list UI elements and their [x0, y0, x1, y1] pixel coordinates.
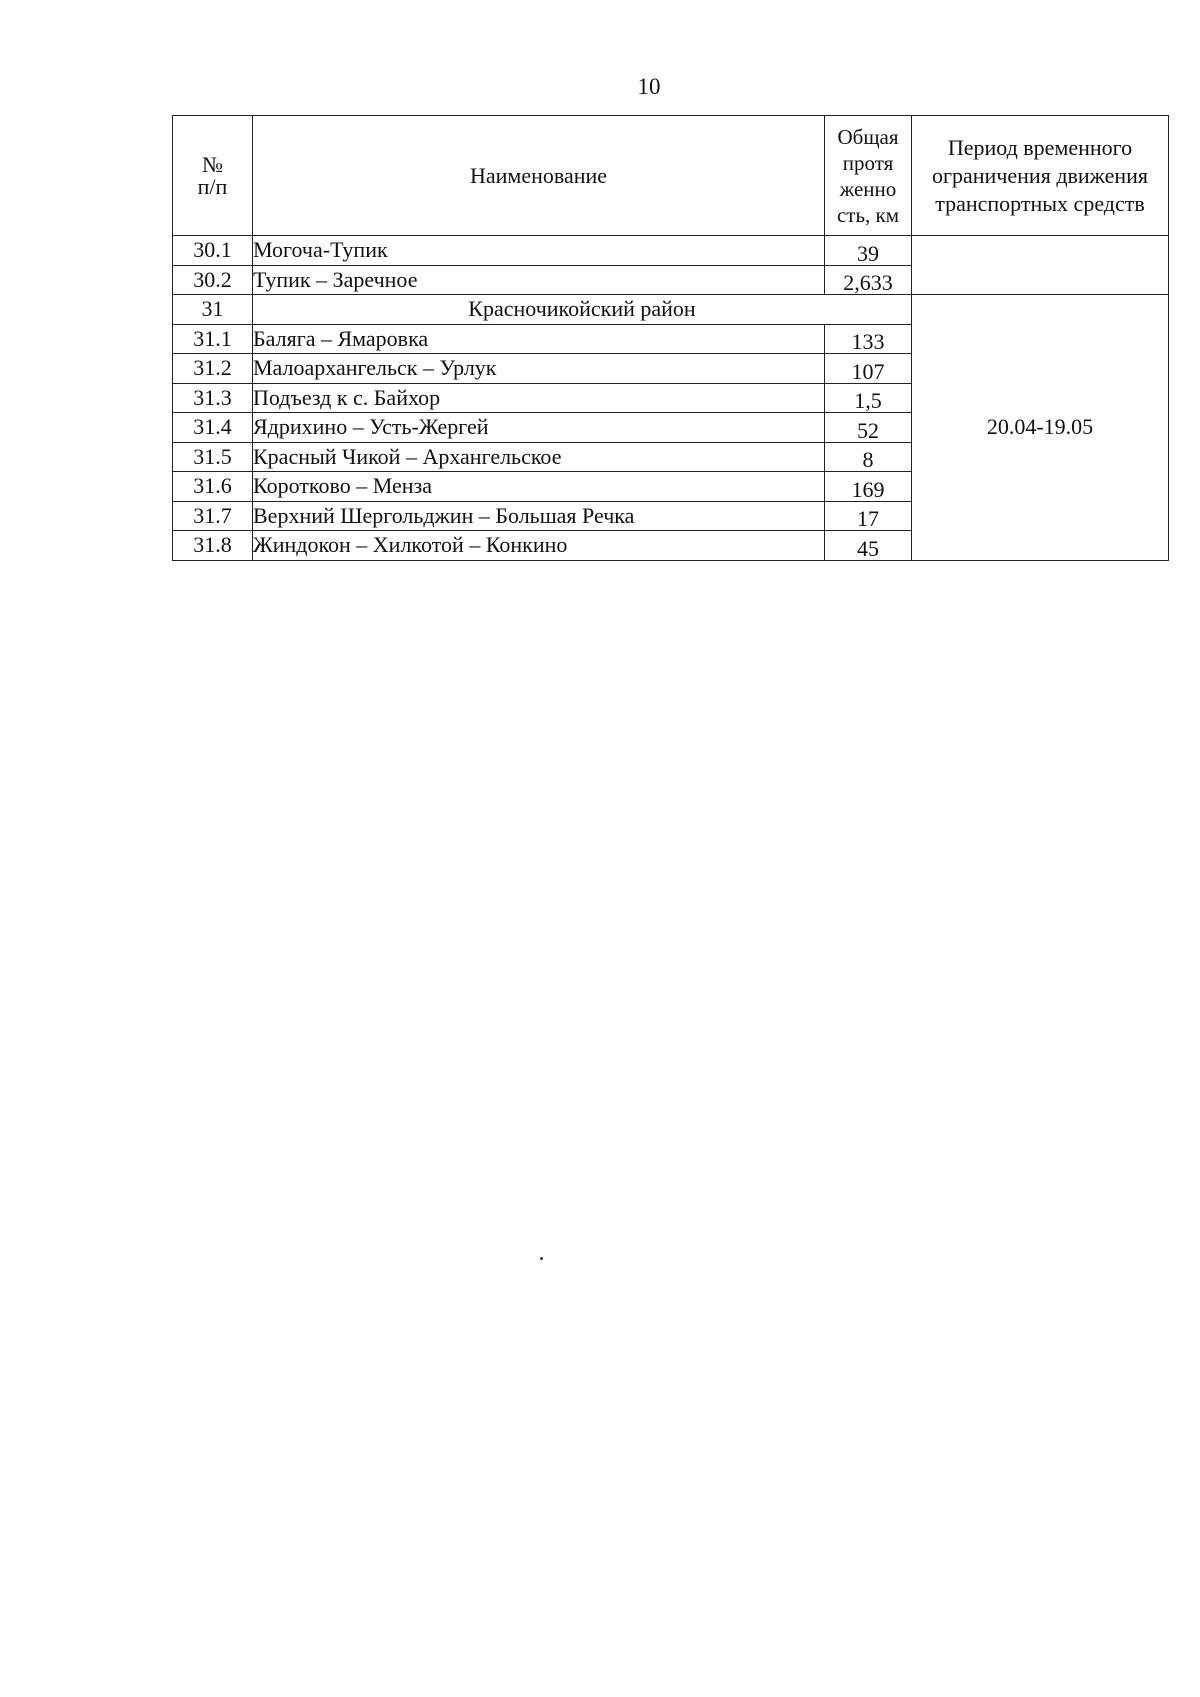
row-period-empty — [912, 236, 1169, 295]
row-length: 52 — [825, 413, 912, 443]
header-period — [912, 116, 1169, 236]
row-length: 169 — [825, 472, 912, 502]
row-num: 31.6 — [173, 472, 253, 502]
header-period-line: Период временного — [947, 134, 1133, 160]
row-length: 133 — [825, 324, 912, 354]
header-length-line: Общая — [837, 124, 899, 149]
row-length: 107 — [825, 354, 912, 384]
district-row — [173, 295, 1169, 325]
district-name: Красночикойский район — [253, 295, 912, 325]
row-num: 31.7 — [173, 501, 253, 531]
row-length: 2,633 — [825, 265, 912, 295]
header-period-line: ограничения движения — [931, 162, 1149, 188]
page-number: 10 — [637, 74, 661, 99]
row-num: 30.2 — [173, 265, 253, 295]
roads-table — [172, 115, 1169, 561]
row-length: 8 — [825, 442, 912, 472]
header-period-line: транспортных средств — [935, 190, 1145, 216]
header-num-abbr: п/п — [197, 173, 228, 199]
row-name: Баляга – Ямаровка — [253, 324, 825, 354]
row-name: Красный Чикой – Архангельское — [253, 442, 825, 472]
header-length — [825, 116, 912, 236]
row-num: 30.1 — [173, 236, 253, 266]
row-num: 31.2 — [173, 354, 253, 384]
row-num: 31.3 — [173, 383, 253, 413]
row-name: Ядрихино – Усть-Жергей — [253, 413, 825, 443]
row-name: Подъезд к с. Байхор — [253, 383, 825, 413]
row-num: 31.4 — [173, 413, 253, 443]
row-num: 31.5 — [173, 442, 253, 472]
row-num: 31.8 — [173, 531, 253, 561]
header-num-symbol: № — [202, 151, 223, 177]
row-name: Могоча-Тупик — [253, 236, 825, 266]
scan-speck — [540, 1257, 543, 1260]
header-num — [173, 116, 253, 236]
header-name: Наименование — [253, 116, 825, 236]
row-name: Малоархангельск – Урлук — [253, 354, 825, 384]
row-name: Тупик – Заречное — [253, 265, 825, 295]
row-name: Верхний Шергольджин – Большая Речка — [253, 501, 825, 531]
header-length-line: протя — [842, 150, 894, 175]
row-name: Коротково – Менза — [253, 472, 825, 502]
district-num: 31 — [173, 295, 253, 325]
row-length: 45 — [825, 531, 912, 561]
table-row — [173, 236, 1169, 266]
row-length: 1,5 — [825, 383, 912, 413]
row-length: 17 — [825, 501, 912, 531]
header-length-line: женно — [839, 176, 897, 201]
period-value: 20.04-19.05 — [912, 295, 1169, 561]
header-length-line: сть, км — [836, 202, 900, 227]
row-name: Жиндокон – Хилкотой – Конкино — [253, 531, 825, 561]
table-header-row — [173, 116, 1169, 236]
row-length: 39 — [825, 236, 912, 266]
row-num: 31.1 — [173, 324, 253, 354]
